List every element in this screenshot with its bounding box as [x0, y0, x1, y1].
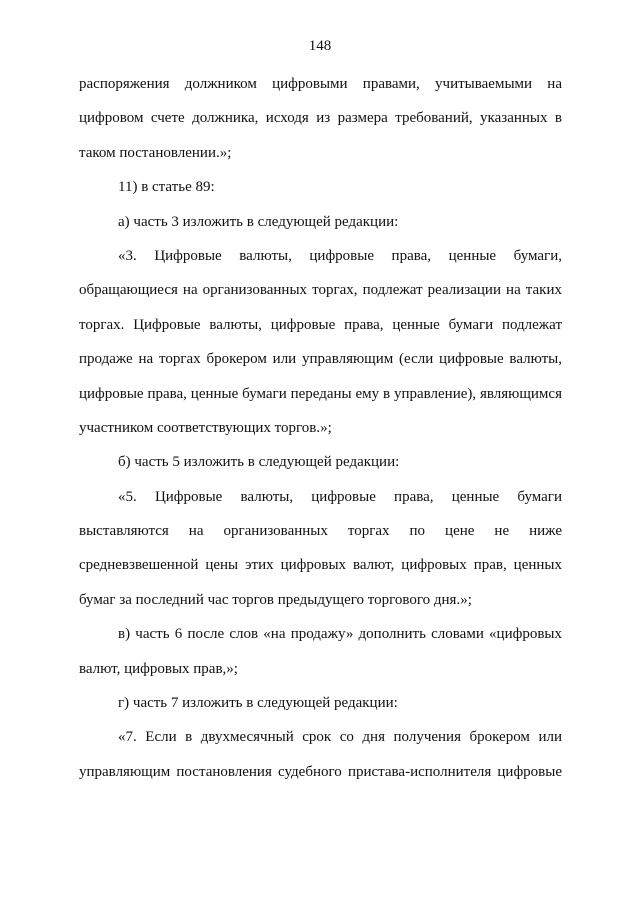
text-line: распоряжения должником цифровыми правами, учитываемыми на [79, 76, 562, 92]
text-line: торгах. Цифровые валюты, цифровые права, ценные бумаги подлежат [79, 316, 562, 333]
text-line: «5. Цифровые валюты, цифровые права, ценные бумаги [118, 488, 562, 505]
text-line: управляющим постановления судебного пристава-исполнителя цифровые [79, 763, 562, 780]
text-line: цифровые права, ценные бумаги переданы ему в управление), являющимся [79, 385, 562, 402]
text-line: 11) в статье 89: [118, 179, 215, 196]
text-line: выставляются на организованных торгах по цене не ниже [79, 523, 562, 540]
text-line: валют, цифровых прав,»; [79, 660, 238, 677]
text-line: «7. Если в двухмесячный срок со дня получения брокером или [118, 729, 562, 746]
text-line: таком постановлении.»; [79, 144, 232, 161]
page-number: 148 [308, 38, 332, 54]
text-line: в) часть 6 после слов «на продажу» дополнить словами «цифровых [118, 626, 562, 643]
text-line: бумаг за последний час торгов предыдущего торгового дня.»; [79, 591, 472, 608]
text-line: «3. Цифровые валюты, цифровые права, ценные бумаги, [118, 247, 562, 264]
text-line: г) часть 7 изложить в следующей редакции: [118, 695, 398, 712]
text-line: участником соответствующих торгов.»; [79, 419, 332, 436]
text-line: б) часть 5 изложить в следующей редакции: [118, 454, 400, 471]
text-line: средневзвешенной цены этих цифровых валют, цифровых прав, ценных [79, 557, 562, 574]
text-line: а) часть 3 изложить в следующей редакции: [118, 213, 399, 230]
text-line: продаже на торгах брокером или управляющим (если цифровые валюты, [79, 351, 562, 368]
text-line: обращающиеся на организованных торгах, подлежат реализации на таких [79, 282, 562, 299]
text-line: цифровом счете должника, исходя из размера требований, указанных в [79, 110, 562, 127]
document-body [79, 74, 562, 796]
